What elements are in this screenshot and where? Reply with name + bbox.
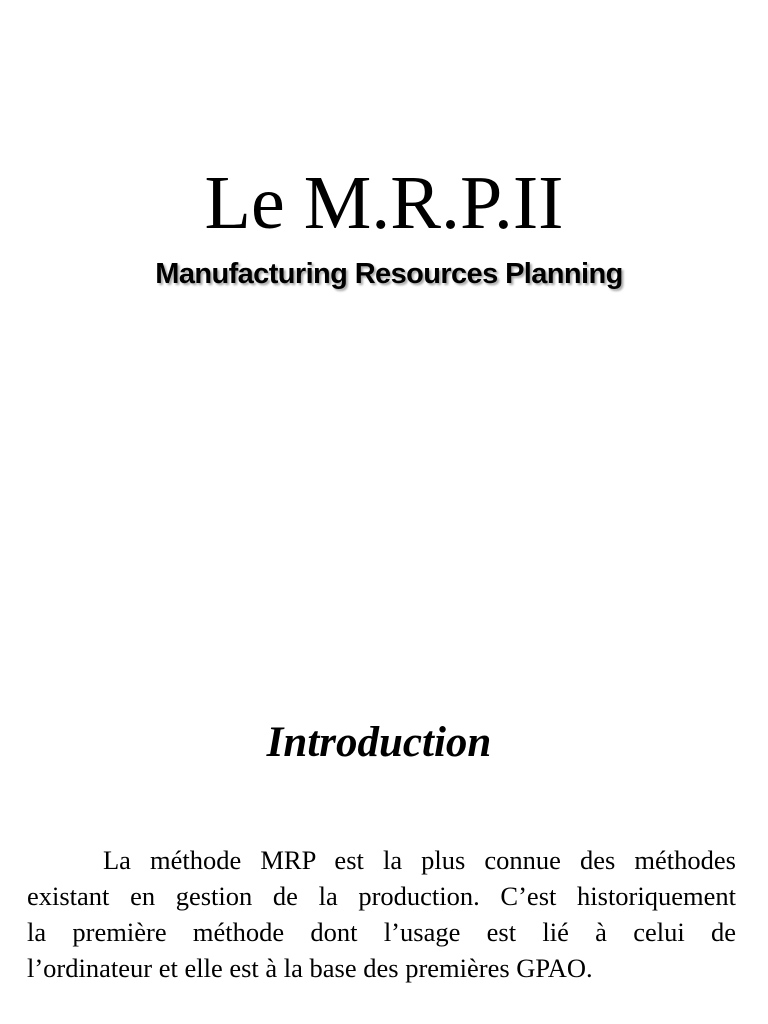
paragraph-line: l’ordinateur et elle est à la base des premières GPAO. — [27, 953, 593, 983]
paragraph-line: La méthode MRP est la plus connue des méthodes — [103, 845, 736, 875]
introduction-heading: Introduction — [266, 719, 492, 766]
document-subtitle: Manufacturing Resources Planning — [155, 258, 623, 290]
paragraph-line: la première méthode dont l’usage est lié à celui de — [27, 917, 736, 947]
paragraph-line: existant en gestion de la production. C’est historiquement — [27, 881, 736, 911]
introduction-paragraph — [27, 842, 736, 986]
document-title: Le M.R.P.II — [204, 161, 564, 245]
